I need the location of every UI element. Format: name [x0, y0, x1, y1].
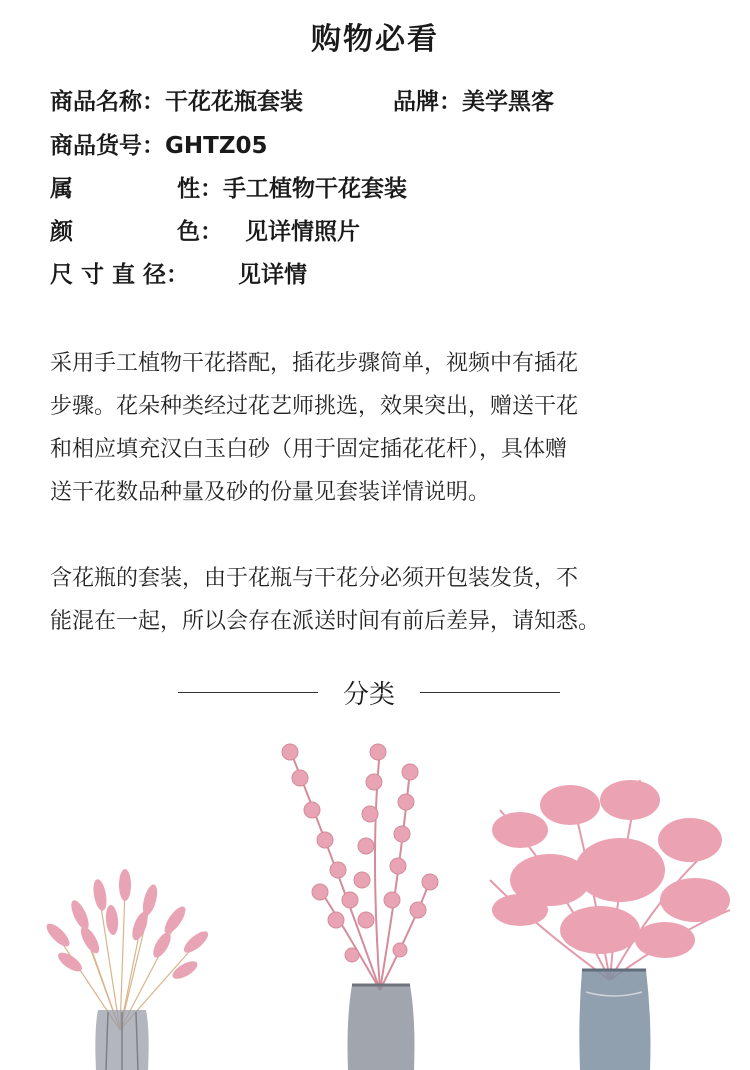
description-line: 含花瓶的套装，由于花瓶与干花分必须开包装发货，不: [50, 566, 579, 591]
description-paragraph-2: [50, 557, 710, 643]
spec-label-brand: 品牌：: [393, 89, 462, 115]
description-line: 和相应填充汉白玉白砂（用于固定插花花杆），具体赠: [50, 437, 568, 462]
spec-value-attribute: 手工植物干花套装: [223, 176, 407, 202]
vase: [348, 985, 415, 1070]
spec-label-color-b: 色：: [177, 219, 223, 245]
description-paragraph-1: [50, 342, 710, 514]
spec-label-name: 商品名称：: [50, 89, 165, 115]
spec-label-attribute-b: 性：: [177, 176, 223, 202]
section-divider-left: [178, 692, 318, 693]
spec-value-size: 见详情: [238, 262, 307, 288]
description-line: 步骤。花朵种类经过花艺师挑选，效果突出，赠送干花: [50, 394, 579, 419]
product-photos: [0, 730, 750, 1070]
spec-value-brand: 美学黑客: [462, 89, 554, 115]
section-divider-right: [420, 692, 560, 693]
product-gypsophila-bouquet: [490, 780, 730, 1070]
spec-row-name: [50, 86, 554, 118]
description-line: 能混在一起，所以会存在派送时间有前后差异，请知悉。: [50, 609, 601, 634]
vase: [579, 970, 650, 1070]
spec-label-attribute-a: 属: [50, 176, 73, 202]
description-line: 送干花数品种量及砂的份量见套装详情说明。: [50, 480, 491, 505]
spec-row-code: [50, 130, 268, 162]
spec-label-code: 商品货号：: [50, 133, 165, 159]
page-title: 购物必看: [311, 22, 439, 57]
spec-row-attribute: [50, 173, 407, 205]
product-lunaria-bouquet: [282, 744, 438, 1070]
spec-value-color: 见详情照片: [245, 219, 360, 245]
spec-row-color: [50, 216, 360, 248]
spec-value-name: 干花花瓶套装: [165, 89, 303, 115]
spec-label-color-a: 颜: [50, 219, 73, 245]
description-line: 采用手工植物干花搭配，插花步骤简单，视频中有插花: [50, 351, 579, 376]
spec-label-size: 尺 寸 直 径：: [50, 262, 190, 288]
section-title: 分类: [342, 680, 395, 710]
product-bunny-tail-bouquet: [43, 869, 211, 1070]
spec-row-size: [50, 259, 307, 291]
spec-value-code: GHTZ05: [165, 133, 268, 159]
